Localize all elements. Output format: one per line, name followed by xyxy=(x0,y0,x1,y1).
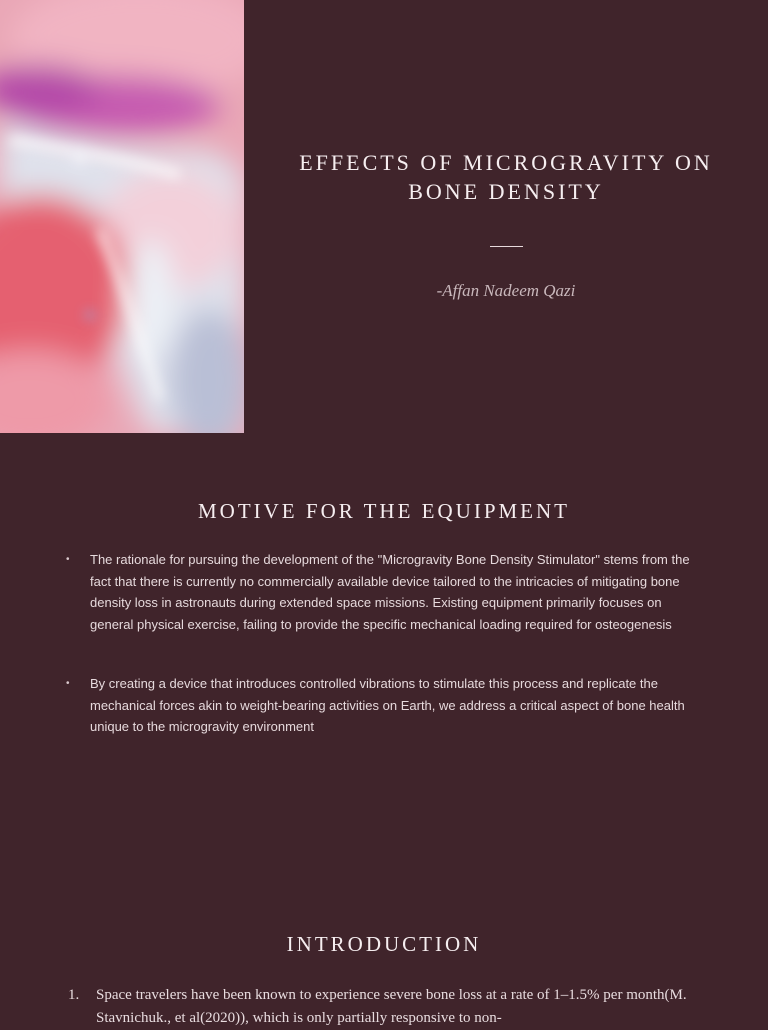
motive-bullet-1 xyxy=(66,549,706,636)
presentation-title: EFFECTS OF MICROGRAVITY ON BONE DENSITY xyxy=(299,150,713,204)
introduction-item-1-text: Space travelers have been known to experience severe bone loss at a rate of 1–1.5% per month(M. Stavnichuk., et al(2020)), which is only partially responsive to non- xyxy=(96,987,687,1026)
bullet-marker: • xyxy=(66,554,70,565)
motive-bullet-2-text: By creating a device that introduces controlled vibrations to stimulate this process and replicate the mechanical forces akin to weight-bearing activities on Earth, we address a critical aspect of bone health unique to the microgravity environment xyxy=(90,676,685,735)
motive-bullet-2 xyxy=(66,673,706,738)
list-number: 1. xyxy=(68,987,80,1003)
motive-bullet-1-text: The rationale for pursuing the development of the "Microgravity Bone Density Stimulator" stems from the fact that there is currently no commercially available device tailored to the intricacies of mitigating bone density loss in astronauts during extended space missions. Existing equipment primarily focuses on general physical exercise, failing to provide the specific mechanical loading required for osteogenesis xyxy=(90,552,690,633)
author-name: -Affan Nadeem Qazi xyxy=(436,281,576,300)
bullet-marker: • xyxy=(66,678,70,689)
introduction-heading: INTRODUCTION xyxy=(286,932,482,956)
introduction-item-1 xyxy=(68,984,708,1030)
motive-heading: MOTIVE FOR THE EQUIPMENT xyxy=(197,499,571,523)
title-block xyxy=(284,148,728,301)
cover-image xyxy=(0,0,244,433)
title-divider xyxy=(490,246,523,247)
